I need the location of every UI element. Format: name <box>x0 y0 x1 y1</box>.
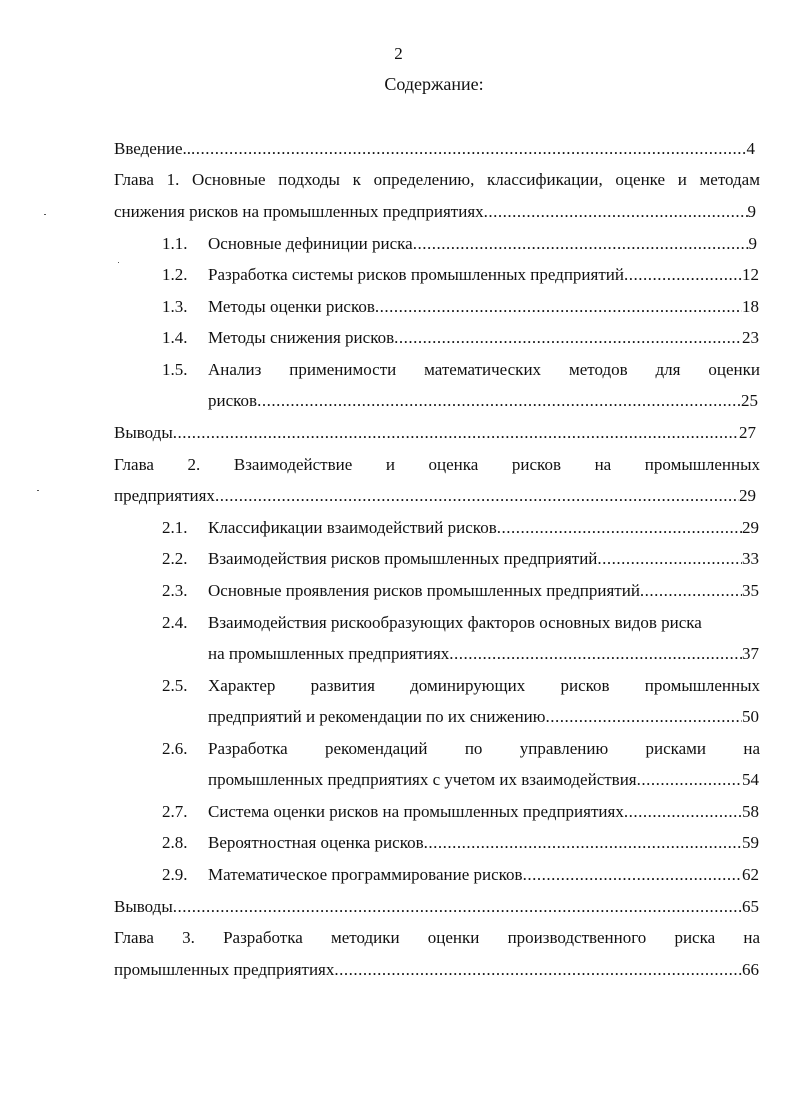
toc-section-number: 2.3. <box>162 581 188 600</box>
toc-chapter-1-line1 <box>114 169 760 191</box>
toc-entry-title: Введение.. <box>114 139 192 158</box>
toc-entry-conclusions-1 <box>114 422 756 444</box>
toc-entry-intro <box>114 138 755 160</box>
toc-entry-title: Методы оценки рисков <box>208 297 375 316</box>
toc-section-2-5-line1 <box>208 675 760 697</box>
toc-entry-title: Выводы <box>114 423 173 442</box>
toc-section-2-2 <box>208 548 759 570</box>
toc-entry-title: Основные дефиниции риска <box>208 234 413 253</box>
toc-section-2-4-line1 <box>208 612 760 634</box>
toc-section-1-2 <box>208 264 759 286</box>
toc-entry-title: снижения рисков на промышленных предприятиях <box>114 202 484 221</box>
toc-entry-page: 33 <box>742 549 759 568</box>
dot-leader <box>424 832 742 854</box>
toc-section-2-4-line2 <box>208 643 759 665</box>
toc-entry-page: 9 <box>747 202 756 221</box>
toc-section-number: 2.2. <box>162 549 188 568</box>
toc-entry-title: Система оценки рисков на промышленных предприятиях <box>208 802 624 821</box>
dot-leader <box>640 580 742 602</box>
toc-entry-title: Разработка системы рисков промышленных предприятий <box>208 265 624 284</box>
toc-entry-page: 65 <box>742 897 759 916</box>
toc-entry-page: 29 <box>742 518 759 537</box>
dot-leader <box>394 327 742 349</box>
page-title: Содержание: <box>384 74 484 94</box>
toc-section-number: 1.3. <box>162 297 188 316</box>
toc-section-number: 2.5. <box>162 676 188 695</box>
toc-entry-title: Классификации взаимодействий рисков <box>208 518 497 537</box>
toc-entry-title: предприятий и рекомендации по их снижению <box>208 707 546 726</box>
dot-leader <box>257 390 741 412</box>
toc-section-number: 2.8. <box>162 833 188 852</box>
dot-leader <box>449 643 742 665</box>
toc-section-2-1 <box>208 517 759 539</box>
dot-leader <box>545 706 742 728</box>
toc-section-2-6-line2 <box>208 769 759 791</box>
scan-speck <box>37 490 39 491</box>
toc-section-number: 2.4. <box>162 613 188 632</box>
toc-entry-title: рисков <box>208 391 258 410</box>
dot-leader <box>334 959 742 981</box>
toc-section-number: 2.6. <box>162 739 188 758</box>
dot-leader <box>375 296 742 318</box>
toc-entry-conclusions-2 <box>114 896 759 918</box>
toc-entry-page: 66 <box>742 960 759 979</box>
toc-entry-page: 12 <box>742 265 759 284</box>
toc-entry-title: Выводы <box>114 897 173 916</box>
dot-leader <box>624 801 742 823</box>
toc-entry-title: Взаимодействия рисков промышленных предприятий <box>208 549 598 568</box>
toc-chapter-2-line1 <box>114 454 760 476</box>
toc-section-number: 2.1. <box>162 518 188 537</box>
toc-chapter-1-line2 <box>114 201 756 223</box>
toc-section-number: 2.9. <box>162 865 188 884</box>
toc-entry-page: 58 <box>742 802 759 821</box>
toc-entry-title: Глава 1. Основные подходы к определению, классификации, оценке и методам <box>114 170 760 189</box>
toc-section-1-3 <box>208 296 759 318</box>
toc-entry-page: 29 <box>739 486 756 505</box>
toc-section-2-8 <box>208 832 759 854</box>
dot-leader <box>215 485 739 507</box>
dot-leader <box>624 264 742 286</box>
toc-section-2-7 <box>208 801 759 823</box>
toc-section-1-5-line1 <box>208 359 760 381</box>
toc-entry-title: Вероятностная оценка рисков <box>208 833 424 852</box>
dot-leader <box>191 138 746 160</box>
scan-speck <box>118 262 119 263</box>
dot-leader <box>173 896 742 918</box>
toc-entry-page: 25 <box>741 391 758 410</box>
toc-entry-page: 18 <box>742 297 759 316</box>
toc-section-2-9 <box>208 864 759 886</box>
toc-entry-title: Основные проявления рисков промышленных предприятий <box>208 581 640 600</box>
page-number: 2 <box>394 44 403 63</box>
toc-entry-title: Анализ применимости математических методов для оценки <box>208 360 760 379</box>
toc-entry-page: 37 <box>742 644 759 663</box>
toc-entry-title: Глава 3. Разработка методики оценки производственного риска на <box>114 928 760 947</box>
toc-section-number: 1.5. <box>162 360 188 379</box>
toc-section-number: 1.4. <box>162 328 188 347</box>
toc-entry-title: Математическое программирование рисков <box>208 865 523 884</box>
toc-entry-title: промышленных предприятиях с учетом их взаимодействия <box>208 770 637 789</box>
toc-section-1-5-line2 <box>208 390 758 412</box>
dot-leader <box>413 233 749 255</box>
dot-leader <box>637 769 742 791</box>
toc-entry-title: промышленных предприятиях <box>114 960 335 979</box>
toc-entry-title: Разработка рекомендаций по управлению рисками на <box>208 739 760 758</box>
dot-leader <box>597 548 742 570</box>
toc-entry-page: 23 <box>742 328 759 347</box>
toc-section-number: 1.2. <box>162 265 188 284</box>
toc-entry-title: на промышленных предприятиях <box>208 644 450 663</box>
toc-section-2-5-line2 <box>208 706 759 728</box>
toc-entry-page: 54 <box>742 770 759 789</box>
toc-entry-page: 27 <box>739 423 756 442</box>
toc-entry-title: Методы снижения рисков <box>208 328 395 347</box>
toc-entry-title: Характер развития доминирующих рисков промышленных <box>208 676 760 695</box>
toc-section-2-3 <box>208 580 759 602</box>
toc-entry-title: предприятиях <box>114 486 215 505</box>
toc-entry-title: Взаимодействия рискообразующих факторов основных видов риска <box>208 613 702 632</box>
toc-section-1-4 <box>208 327 759 349</box>
toc-entry-page: 62 <box>742 865 759 884</box>
toc-chapter-3-line2 <box>114 959 759 981</box>
toc-entry-page: 35 <box>742 581 759 600</box>
toc-chapter-2-line2 <box>114 485 756 507</box>
toc-entry-page: 4 <box>746 139 755 158</box>
toc-section-number: 2.7. <box>162 802 188 821</box>
dot-leader <box>497 517 742 539</box>
toc-chapter-3-line1 <box>114 927 760 949</box>
toc-entry-title: Глава 2. Взаимодействие и оценка рисков на промышленных <box>114 455 760 474</box>
dot-leader <box>484 201 748 223</box>
toc-section-1-1 <box>208 233 757 255</box>
toc-section-number: 1.1. <box>162 234 188 253</box>
toc-entry-page: 9 <box>748 234 757 253</box>
dot-leader <box>173 422 739 444</box>
toc-entry-page: 59 <box>742 833 759 852</box>
toc-entry-page: 50 <box>742 707 759 726</box>
dot-leader <box>523 864 742 886</box>
toc-section-2-6-line1 <box>208 738 760 760</box>
scan-speck <box>44 214 46 215</box>
